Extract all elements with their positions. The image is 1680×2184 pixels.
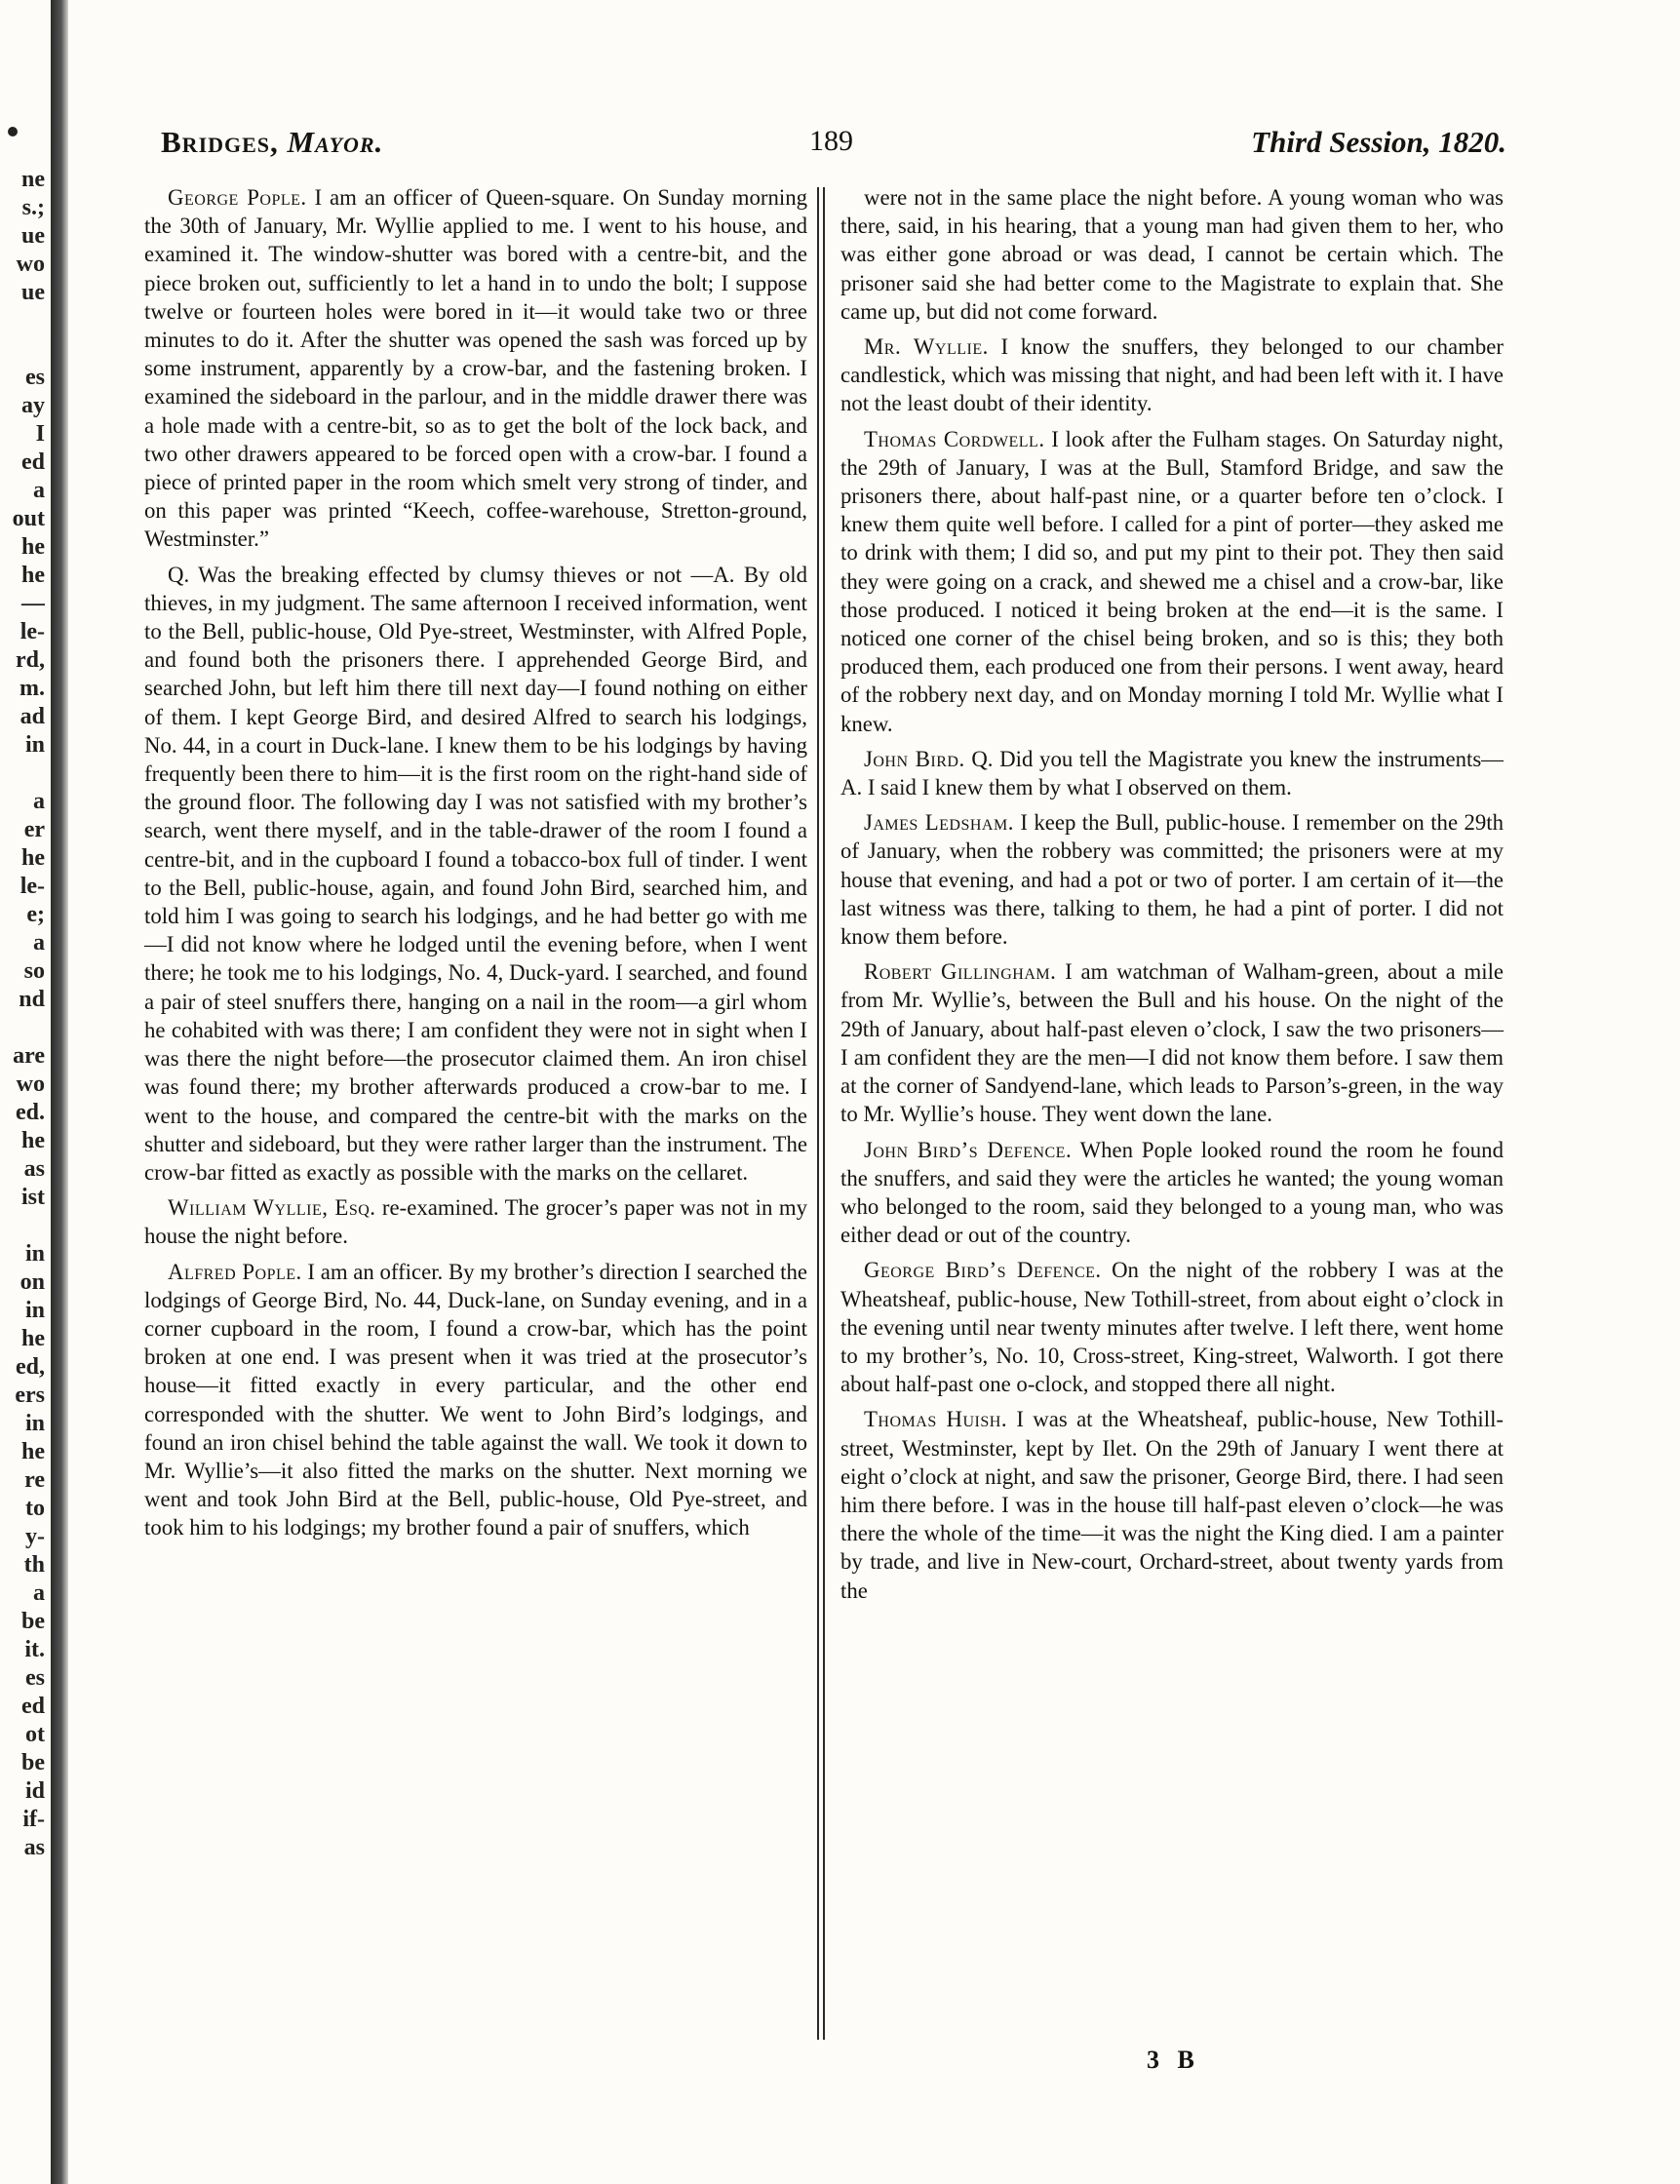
speaker-name: John Bird. <box>864 746 965 771</box>
paragraph-text: I know the snuffers, they belonged to our chamber candlestick, which was missing that night, and had been left with it. I have not the least doubt of their identity. <box>840 334 1504 416</box>
right-column <box>840 183 1504 1612</box>
bleed-fragment: ad <box>20 704 45 729</box>
paragraph-text: re-examined. The grocer’s paper was not in my house the night before. <box>144 1195 807 1249</box>
paragraph-text: Q. Did you tell the Magistrate you knew the instruments—A. I said I knew them by what I observed on them. <box>840 746 1504 800</box>
bleed-fragment: as <box>23 1156 45 1182</box>
bleed-fragment: ed. <box>16 1100 45 1125</box>
speaker-name: John Bird’s Defence. <box>864 1137 1073 1162</box>
bleed-fragment: m. <box>20 676 45 701</box>
bleed-fragment: he <box>21 534 45 560</box>
speaker-name: Alfred Pople. <box>168 1259 302 1284</box>
paragraph <box>840 332 1504 418</box>
paragraph <box>840 1136 1504 1250</box>
paragraph-text: I am an officer. By my brother’s direction I searched the lodgings of George Bird, No. 44, Duck-lane, on Sunday evening, and in a corner cupboard in the room, I found a crow-bar, which has the point broken at one end. I was present when it was tried at the prosecutor’s house—it fitted exactly in every particular, and the other end corresponded with the shutter. We went to John Bird’s lodgings, and found an iron chisel behind the table against the wall. We took it down to Mr. Wyllie’s—it also fitted the marks on the shutter. Next morning we went and took John Bird at the Bell, public-house, Old Pye-street, and took him to his lodgings; my brother found a pair of snuffers, which <box>144 1259 807 1540</box>
header-title: Mayor. <box>287 125 384 159</box>
bleed-fragment: in <box>24 732 45 758</box>
header-left <box>161 125 383 160</box>
speaker-name: Thomas Huish. <box>864 1407 1008 1432</box>
bleed-fragment <box>0 760 45 788</box>
paragraph <box>144 1258 807 1542</box>
paragraph <box>144 183 807 554</box>
bleed-fragment: if- <box>22 1807 45 1832</box>
speaker-name: Robert Gillingham. <box>864 959 1057 985</box>
bleed-fragment: er <box>23 817 45 842</box>
bleed-fragment: in <box>24 1298 45 1323</box>
bleed-fragment: ue <box>21 223 45 249</box>
bleed-fragment: a <box>33 478 45 503</box>
bleed-fragment <box>0 1212 45 1240</box>
paragraph-text: I keep the Bull, public-house. I remember on the 29th of January, when the robbery was committed; the prisoners were at my house that evening, and had a pot or two of porter. I am certain of it—the last witness was there, talking to them, he had a pint of porter. I did not know them before. <box>840 810 1504 950</box>
bleed-fragment: a <box>33 930 45 956</box>
bleed-fragment: le- <box>20 874 45 899</box>
speaker-name: George Bird’s Defence. <box>864 1258 1102 1283</box>
bleed-fragment: wo <box>16 252 45 277</box>
bleed-fragment: th <box>23 1552 45 1578</box>
column-rule <box>817 187 819 2040</box>
paragraph-text: Q. Was the breaking effected by clumsy thieves or not —A. By old thieves, in my judgment. The same afternoon I received information, went to the Bell, public-house, Old Pye-street, Westminster, with Alfred Pople, and found both the prisoners there. I apprehended George Bird, and searched John, but left him there till next day—I found nothing on either of them. I kept George Bird, and desired Alfred to search his lodgings, No. 44, in a court in Duck-lane. I knew them to be his lodgings by having frequently been there to him—it is the first room on the right-hand side of the ground floor. The following day I was not satisfied with my brother’s search, went there myself, and in the table-drawer of the room I found a centre-bit, and in the cupboard I found a tobacco-box full of tinder. I went to the Bell, public-house, again, and found John Bird, searched him, and told him I was going to search his lodgings, and he had better go with me—I did not know where he lodged until the evening before, when I went there; he took me to his lodgings, No. 4, Duck-yard. I searched, and found a pair of steel snuffers there, hanging on a nail in the room—a girl whom he cohabited with was there; I am confident they were not in sight when I was there the night before—the prosecutor claimed them. An iron chisel was found there; my brother afterwards produced a crow-bar to me. I went to the house, and compared the centre-bit with the marks on the shutter and sideboard, but they were rather larger than the instrument. The crow-bar fitted as exactly as possible with the marks on the cellaret. <box>144 562 807 1185</box>
paragraph <box>840 1256 1504 1398</box>
paragraph <box>840 745 1504 801</box>
paragraph-text: I am watchman of Walham-green, about a mile from Mr. Wyllie’s, between the Bull and his house. On the night of the 29th of January, about half-past eleven o’clock, I saw the two prisoners—I am confident they are the men—I did not know them before. I saw them at the corner of Sandyend-lane, which leads to Parson’s-green, in the way to Mr. Wyllie’s house. They went down the lane. <box>840 959 1504 1127</box>
paragraph-text: I look after the Fulham stages. On Saturday night, the 29th of January, I was at the Bull, Stamford Bridge, and saw the prisoners there, about half-past nine, or a quarter before ten o’clock. I knew them quite well before. I called for a pint of porter—they asked me to drink with them; I did so, and put my pint to their pot. They then said they were going on a crack, and shewed me a chisel and a crow-bar, like those produced. I noticed it being broken at the end—it is the same. I noticed one corner of the chisel being broken, and so is this; they both produced them, each produced one from their persons. I went away, heard of the robbery next day, and on Monday morning I told Mr. Wyllie what I knew. <box>840 426 1504 736</box>
paragraph-text: When Pople looked round the room he found the snuffers, and said they were the articles he wanted; the young woman who belonged to the room, said they belonged to a young man, who was either dead or out of the country. <box>840 1137 1504 1248</box>
paragraph-text: I am an officer of Queen-square. On Sunday morning the 30th of January, Mr. Wyllie applied to me. I went to his house, and examined it. The window-shutter was bored with a centre-bit, and the piece broken out, sufficiently to let a hand in to undo the bolt; I suppose twelve or fourteen holes were bored in it—it would take two or three minutes to do it. After the shutter was opened the sash was forced up by some instrument, apparently by a crow-bar, and the fastening broken. I examined the sideboard in the parlour, and in the middle drawer there was a hole made with a centre-bit, so as to get the bolt of the lock back, and two other drawers appeared to be forced open with a crow-bar. I found a piece of printed paper in the room which smelt very strong of tinder, and on this paper was printed “Keech, coffee-warehouse, Stretton-ground, Westminster.” <box>144 185 807 552</box>
bleed-fragment: wo <box>16 1072 45 1097</box>
paragraph <box>144 1193 807 1250</box>
bleed-fragment: es <box>25 365 45 390</box>
bleed-fragment: re <box>24 1467 45 1493</box>
bleed-fragment: are <box>13 1043 45 1069</box>
paragraph <box>144 561 807 1187</box>
bleed-fragment: so <box>23 958 45 984</box>
header-name: Bridges, <box>161 125 279 159</box>
speaker-name: James Ledsham. <box>864 810 1014 836</box>
bleed-fragment: he <box>21 563 45 588</box>
bleed-fragment: le- <box>20 619 45 644</box>
paragraph-text: On the night of the robbery I was at the Wheatsheaf, public-house, New Tothill-street, from about eight o’clock in the evening until near twenty minutes after twelve. I left there, went home to my brother’s, No. 10, Cross-street, King-street, Walworth. I got there about half-past one o-clock, and stopped there all night. <box>840 1258 1504 1397</box>
paragraph <box>840 425 1504 738</box>
bleed-fragment: be <box>21 1609 45 1634</box>
speaker-name: Mr. Wyllie. <box>864 334 989 360</box>
bleed-fragment: as <box>23 1835 45 1860</box>
header-session: Third Session, 1820. <box>1251 125 1506 159</box>
page-number: 189 <box>809 125 853 157</box>
bleed-fragment: ne <box>21 167 45 192</box>
bleed-fragment: ay <box>21 393 45 418</box>
bleed-fragment: ed, <box>16 1354 45 1380</box>
bleed-fragment: in <box>24 1411 45 1436</box>
bleed-fragment: to <box>25 1496 45 1521</box>
bleed-fragment: nd <box>19 987 45 1012</box>
paragraph <box>840 183 1504 326</box>
speaker-name: William Wyllie, Esq. <box>168 1195 376 1221</box>
bleed-fragment: out <box>12 506 45 531</box>
bleed-fragment <box>0 307 45 335</box>
paragraph-text: were not in the same place the night before. A young woman who was there, said, in his hearing, that a young man had given them to her, who was either gone abroad or was dead, I cannot be certain which. The prisoner said she had better come to the Magistrate to explain that. She came up, but did not come forward. <box>840 185 1504 324</box>
paragraph <box>840 1405 1504 1604</box>
running-header <box>161 125 1506 164</box>
bleed-fragment: a <box>33 1580 45 1606</box>
speaker-name: Thomas Cordwell. <box>864 426 1045 451</box>
binding-gutter <box>51 0 68 2184</box>
bleed-fragment: on <box>20 1269 45 1295</box>
left-column <box>144 183 807 1549</box>
bleed-fragment: y- <box>25 1524 45 1549</box>
bleed-fragment: a <box>33 789 45 814</box>
bleed-fragment: he <box>21 1128 45 1153</box>
bleed-fragment: I <box>35 421 45 447</box>
bleed-fragment: it. <box>24 1637 45 1662</box>
bleed-fragment: id <box>24 1778 45 1804</box>
signature-mark: 3 B <box>1147 2046 1200 2074</box>
bleed-fragment: es <box>25 1665 45 1691</box>
bleed-fragment: be <box>21 1750 45 1775</box>
paragraph-text: I was at the Wheatsheaf, public-house, New Tothill-street, Westminster, kept by Ilet. On the 29th of January I went there at eight o’clock at night, and saw the prisoner, George Bird, there. I had seen him there before. I was in the house till half-past eleven o’clock—he was there the whole of the time—it was the night the King died. I am a painter by trade, and live in New-court, Orchard-street, about twenty yards from the <box>840 1407 1504 1603</box>
bleed-fragment: in <box>24 1241 45 1267</box>
bleed-fragment: ed <box>21 1694 45 1719</box>
bleed-fragment: s.; <box>21 195 45 220</box>
bleed-fragment: — <box>21 591 45 616</box>
bleed-fragment: ue <box>21 280 45 305</box>
paragraph <box>840 808 1504 951</box>
bleed-fragment: rd, <box>16 647 45 673</box>
bleed-fragment <box>0 1014 45 1042</box>
bleed-fragment <box>0 335 45 364</box>
bleed-fragment: ed <box>21 449 45 475</box>
paragraph <box>840 957 1504 1128</box>
bleed-fragment: he <box>21 1326 45 1351</box>
binding-dot <box>8 127 18 136</box>
bleed-fragment: ot <box>25 1722 45 1747</box>
bleed-fragment: e; <box>26 902 45 927</box>
bleed-fragment: he <box>21 845 45 871</box>
bleed-fragment: he <box>21 1439 45 1464</box>
speaker-name: George Pople. <box>168 185 307 210</box>
bleed-fragment: ers <box>15 1383 45 1408</box>
bleed-fragment: ist <box>21 1185 45 1210</box>
previous-page-bleed <box>0 166 45 1862</box>
column-rule-second <box>823 187 825 2040</box>
